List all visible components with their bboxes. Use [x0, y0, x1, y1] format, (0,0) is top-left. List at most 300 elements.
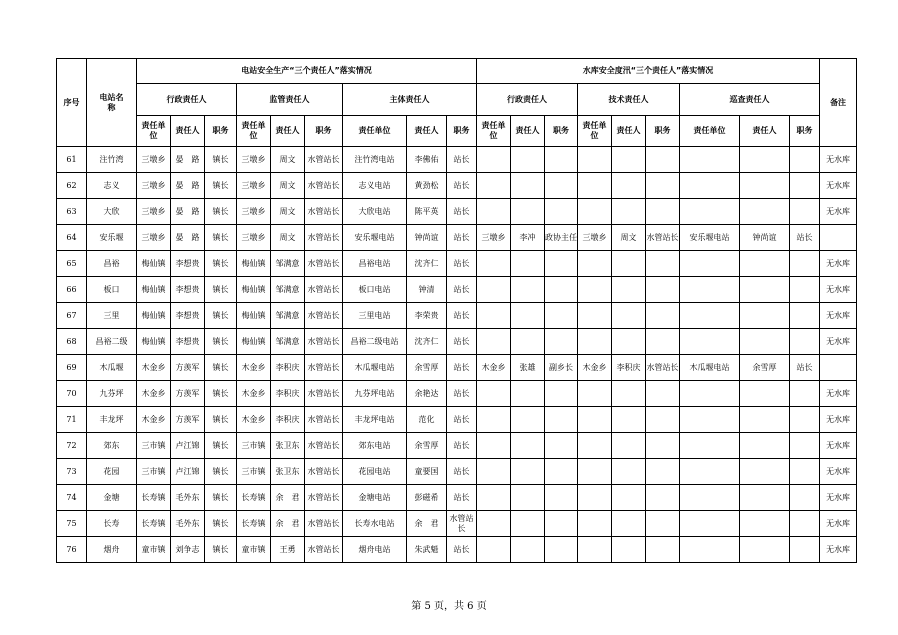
reservoir-patrol-person — [740, 303, 790, 329]
station-admin-unit: 木金乡 — [137, 355, 171, 381]
column-header-person: 责任人 — [271, 116, 305, 147]
reservoir-admin-position — [545, 277, 578, 303]
reservoir-patrol-person — [740, 459, 790, 485]
remark: 无水库 — [820, 173, 857, 199]
reservoir-patrol-person — [740, 199, 790, 225]
reservoir-admin-person — [511, 511, 545, 537]
header-station-admin: 行政责任人 — [137, 84, 237, 116]
reservoir-patrol-position — [790, 173, 820, 199]
reservoir-patrol-position — [790, 485, 820, 511]
reservoir-patrol-position — [790, 277, 820, 303]
reservoir-admin-position — [545, 459, 578, 485]
reservoir-tech-person — [612, 303, 646, 329]
table-row — [57, 251, 857, 277]
row-number: 76 — [57, 537, 87, 563]
row-number: 71 — [57, 407, 87, 433]
station-main-person: 余雪厚 — [407, 355, 447, 381]
reservoir-admin-person — [511, 199, 545, 225]
station-admin-unit: 梅仙镇 — [137, 329, 171, 355]
station-admin-person: 李想贵 — [171, 303, 205, 329]
reservoir-admin-unit — [477, 277, 511, 303]
reservoir-tech-person — [612, 433, 646, 459]
station-supervise-unit: 三墩乡 — [237, 225, 271, 251]
reservoir-patrol-unit — [680, 381, 740, 407]
reservoir-admin-position — [545, 485, 578, 511]
station-admin-person: 李想贵 — [171, 251, 205, 277]
station-main-person: 黄劲松 — [407, 173, 447, 199]
station-supervise-position: 水管站长 — [305, 277, 343, 303]
station-main-person: 沈齐仁 — [407, 251, 447, 277]
column-header-position: 职务 — [305, 116, 343, 147]
reservoir-admin-position — [545, 433, 578, 459]
station-admin-position: 镇长 — [205, 173, 237, 199]
station-supervise-position: 水管站长 — [305, 147, 343, 173]
row-number: 70 — [57, 381, 87, 407]
reservoir-admin-unit — [477, 303, 511, 329]
station-main-position: 站长 — [447, 381, 477, 407]
column-header-row — [57, 116, 857, 147]
reservoir-admin-person — [511, 459, 545, 485]
station-main-unit: 郊东电站 — [343, 433, 407, 459]
reservoir-admin-unit — [477, 329, 511, 355]
station-main-position: 站长 — [447, 433, 477, 459]
reservoir-tech-unit — [578, 277, 612, 303]
reservoir-tech-unit: 三墩乡 — [578, 225, 612, 251]
table-row — [57, 199, 857, 225]
column-header-person: 责任人 — [171, 116, 205, 147]
column-header-position: 职务 — [646, 116, 680, 147]
reservoir-patrol-position — [790, 459, 820, 485]
page-number: 第 5 页，共 6 页 — [411, 601, 487, 612]
reservoir-patrol-position — [790, 303, 820, 329]
station-admin-person: 毛外东 — [171, 511, 205, 537]
reservoir-patrol-person — [740, 537, 790, 563]
reservoir-tech-position — [646, 277, 680, 303]
table-row — [57, 485, 857, 511]
reservoir-patrol-position — [790, 251, 820, 277]
reservoir-tech-position: 水管站长 — [646, 355, 680, 381]
reservoir-admin-unit: 木金乡 — [477, 355, 511, 381]
station-main-person: 钟尚谊 — [407, 225, 447, 251]
remark: 无水库 — [820, 381, 857, 407]
table-header — [57, 59, 857, 147]
station-admin-person: 晏 路 — [171, 225, 205, 251]
station-main-position: 站长 — [447, 459, 477, 485]
station-admin-person: 毛外东 — [171, 485, 205, 511]
header-seq: 序号 — [57, 59, 87, 147]
station-admin-position: 镇长 — [205, 277, 237, 303]
reservoir-tech-position — [646, 251, 680, 277]
reservoir-admin-position — [545, 303, 578, 329]
reservoir-admin-position: 副乡长 — [545, 355, 578, 381]
station-main-position: 站长 — [447, 251, 477, 277]
station-admin-position: 镇长 — [205, 199, 237, 225]
row-number: 74 — [57, 485, 87, 511]
reservoir-tech-position — [646, 511, 680, 537]
header-reservoir-admin: 行政责任人 — [477, 84, 578, 116]
station-main-position: 站长 — [447, 199, 477, 225]
station-supervise-position: 水管站长 — [305, 433, 343, 459]
station-supervise-position: 水管站长 — [305, 251, 343, 277]
remark: 无水库 — [820, 407, 857, 433]
station-name: 板口 — [87, 277, 137, 303]
reservoir-admin-unit — [477, 199, 511, 225]
station-supervise-position: 水管站长 — [305, 173, 343, 199]
reservoir-tech-position — [646, 459, 680, 485]
reservoir-patrol-unit — [680, 407, 740, 433]
reservoir-admin-person — [511, 433, 545, 459]
station-name: 昌裕二级 — [87, 329, 137, 355]
station-main-unit: 志义电站 — [343, 173, 407, 199]
column-header-position: 职务 — [447, 116, 477, 147]
station-supervise-person: 余 君 — [271, 485, 305, 511]
reservoir-patrol-person — [740, 251, 790, 277]
table-row — [57, 173, 857, 199]
reservoir-tech-person — [612, 459, 646, 485]
station-main-position: 站长 — [447, 537, 477, 563]
reservoir-tech-position — [646, 485, 680, 511]
table-row — [57, 433, 857, 459]
station-supervise-position: 水管站长 — [305, 303, 343, 329]
reservoir-tech-unit — [578, 147, 612, 173]
station-main-person: 童要国 — [407, 459, 447, 485]
remark: 无水库 — [820, 199, 857, 225]
station-admin-unit: 木金乡 — [137, 407, 171, 433]
reservoir-patrol-person: 余雪厚 — [740, 355, 790, 381]
reservoir-admin-person — [511, 147, 545, 173]
header-reservoir-patrol: 巡查责任人 — [680, 84, 820, 116]
station-main-unit: 大欣电站 — [343, 199, 407, 225]
reservoir-tech-position: 水管站长 — [646, 225, 680, 251]
station-name: 九芬坪 — [87, 381, 137, 407]
reservoir-admin-unit — [477, 173, 511, 199]
header-remark: 备注 — [820, 59, 857, 147]
station-supervise-position: 水管站长 — [305, 355, 343, 381]
station-supervise-person: 余 君 — [271, 511, 305, 537]
station-name: 郊东 — [87, 433, 137, 459]
reservoir-patrol-position — [790, 433, 820, 459]
station-supervise-unit: 木金乡 — [237, 355, 271, 381]
station-supervise-person: 邹满意 — [271, 303, 305, 329]
table-row — [57, 407, 857, 433]
station-admin-person: 晏 路 — [171, 173, 205, 199]
reservoir-patrol-person — [740, 329, 790, 355]
reservoir-tech-person — [612, 277, 646, 303]
reservoir-tech-person — [612, 511, 646, 537]
station-main-position: 站长 — [447, 225, 477, 251]
reservoir-admin-person — [511, 537, 545, 563]
station-admin-position: 镇长 — [205, 537, 237, 563]
station-supervise-position: 水管站长 — [305, 485, 343, 511]
station-supervise-unit: 三市镇 — [237, 459, 271, 485]
station-supervise-unit: 梅仙镇 — [237, 329, 271, 355]
reservoir-admin-unit — [477, 485, 511, 511]
station-admin-position: 镇长 — [205, 407, 237, 433]
station-name: 昌裕 — [87, 251, 137, 277]
reservoir-admin-position — [545, 329, 578, 355]
station-admin-unit: 三市镇 — [137, 433, 171, 459]
reservoir-admin-person — [511, 277, 545, 303]
reservoir-tech-position — [646, 329, 680, 355]
header-station-group: 电站安全生产“三个责任人”落实情况 — [137, 59, 477, 84]
table-row — [57, 329, 857, 355]
reservoir-tech-person — [612, 147, 646, 173]
station-name: 志义 — [87, 173, 137, 199]
table-row — [57, 355, 857, 381]
reservoir-patrol-person — [740, 433, 790, 459]
station-supervise-person: 邹满意 — [271, 251, 305, 277]
reservoir-admin-person — [511, 251, 545, 277]
reservoir-patrol-position: 站长 — [790, 355, 820, 381]
reservoir-admin-unit — [477, 537, 511, 563]
remark: 无水库 — [820, 485, 857, 511]
column-header-unit: 责任单位 — [137, 116, 171, 147]
reservoir-tech-position — [646, 303, 680, 329]
reservoir-tech-unit — [578, 303, 612, 329]
reservoir-tech-unit — [578, 381, 612, 407]
column-header-person: 责任人 — [740, 116, 790, 147]
column-header-position: 职务 — [790, 116, 820, 147]
station-main-unit: 木瓜堰电站 — [343, 355, 407, 381]
reservoir-tech-unit — [578, 199, 612, 225]
station-supervise-unit: 长寿镇 — [237, 511, 271, 537]
station-name: 大欣 — [87, 199, 137, 225]
station-supervise-position: 水管站长 — [305, 511, 343, 537]
reservoir-admin-person — [511, 173, 545, 199]
reservoir-tech-unit — [578, 251, 612, 277]
station-admin-person: 晏 路 — [171, 199, 205, 225]
remark: 无水库 — [820, 251, 857, 277]
reservoir-patrol-unit — [680, 485, 740, 511]
column-header-unit: 责任单位 — [237, 116, 271, 147]
row-number: 64 — [57, 225, 87, 251]
reservoir-admin-person — [511, 485, 545, 511]
station-supervise-person: 张卫东 — [271, 433, 305, 459]
station-main-person: 沈齐仁 — [407, 329, 447, 355]
remark — [820, 355, 857, 381]
row-number: 69 — [57, 355, 87, 381]
station-admin-person: 晏 路 — [171, 147, 205, 173]
reservoir-tech-person — [612, 199, 646, 225]
station-supervise-unit: 木金乡 — [237, 407, 271, 433]
reservoir-admin-position — [545, 173, 578, 199]
reservoir-patrol-person — [740, 407, 790, 433]
reservoir-admin-position — [545, 381, 578, 407]
reservoir-admin-unit — [477, 407, 511, 433]
station-main-position: 站长 — [447, 277, 477, 303]
station-main-unit: 昌裕二级电站 — [343, 329, 407, 355]
reservoir-admin-position — [545, 199, 578, 225]
station-name: 安乐堰 — [87, 225, 137, 251]
station-admin-person: 卢江锦 — [171, 433, 205, 459]
station-main-unit: 注竹湾电站 — [343, 147, 407, 173]
row-number: 68 — [57, 329, 87, 355]
column-header-person: 责任人 — [511, 116, 545, 147]
reservoir-tech-position — [646, 381, 680, 407]
station-supervise-unit: 三墩乡 — [237, 199, 271, 225]
station-main-person: 余雪厚 — [407, 433, 447, 459]
table-row — [57, 303, 857, 329]
reservoir-patrol-person — [740, 381, 790, 407]
reservoir-patrol-unit — [680, 147, 740, 173]
station-supervise-unit: 梅仙镇 — [237, 277, 271, 303]
station-main-unit: 板口电站 — [343, 277, 407, 303]
station-main-unit: 九芬坪电站 — [343, 381, 407, 407]
station-admin-person: 方羡军 — [171, 355, 205, 381]
reservoir-admin-unit — [477, 251, 511, 277]
reservoir-tech-unit — [578, 511, 612, 537]
row-number: 62 — [57, 173, 87, 199]
reservoir-tech-unit — [578, 173, 612, 199]
remark: 无水库 — [820, 433, 857, 459]
reservoir-tech-person — [612, 251, 646, 277]
station-supervise-person: 周文 — [271, 173, 305, 199]
reservoir-patrol-person — [740, 511, 790, 537]
station-supervise-unit: 梅仙镇 — [237, 251, 271, 277]
station-main-position: 站长 — [447, 173, 477, 199]
reservoir-tech-person: 李积庆 — [612, 355, 646, 381]
station-main-position: 站长 — [447, 355, 477, 381]
station-admin-unit: 三墩乡 — [137, 225, 171, 251]
station-main-unit: 长寿水电站 — [343, 511, 407, 537]
remark: 无水库 — [820, 511, 857, 537]
station-admin-unit: 梅仙镇 — [137, 251, 171, 277]
table-row — [57, 277, 857, 303]
station-main-unit: 金塘电站 — [343, 485, 407, 511]
station-main-person: 彭磁希 — [407, 485, 447, 511]
reservoir-admin-person — [511, 303, 545, 329]
station-admin-unit: 三墩乡 — [137, 199, 171, 225]
station-admin-position: 镇长 — [205, 329, 237, 355]
reservoir-admin-person: 李冲 — [511, 225, 545, 251]
reservoir-admin-position — [545, 147, 578, 173]
remark: 无水库 — [820, 459, 857, 485]
reservoir-patrol-unit — [680, 199, 740, 225]
reservoir-patrol-position — [790, 329, 820, 355]
station-supervise-unit: 三市镇 — [237, 433, 271, 459]
reservoir-admin-position — [545, 511, 578, 537]
reservoir-patrol-person: 钟尚谊 — [740, 225, 790, 251]
station-supervise-position: 水管站长 — [305, 537, 343, 563]
reservoir-admin-unit — [477, 511, 511, 537]
reservoir-tech-person — [612, 381, 646, 407]
reservoir-admin-unit: 三墩乡 — [477, 225, 511, 251]
station-admin-person: 刘争志 — [171, 537, 205, 563]
remark: 无水库 — [820, 147, 857, 173]
station-main-unit: 丰龙坪电站 — [343, 407, 407, 433]
table-row — [57, 381, 857, 407]
reservoir-patrol-unit — [680, 303, 740, 329]
column-header-position: 职务 — [205, 116, 237, 147]
station-main-unit: 三里电站 — [343, 303, 407, 329]
station-main-position: 站长 — [447, 303, 477, 329]
station-main-person: 余艳达 — [407, 381, 447, 407]
reservoir-admin-unit — [477, 147, 511, 173]
reservoir-admin-person: 张雄 — [511, 355, 545, 381]
table-row — [57, 537, 857, 563]
reservoir-admin-position — [545, 537, 578, 563]
row-number: 75 — [57, 511, 87, 537]
reservoir-patrol-position — [790, 511, 820, 537]
station-admin-position: 镇长 — [205, 459, 237, 485]
station-main-position: 水管站长 — [447, 511, 477, 537]
table-row — [57, 147, 857, 173]
reservoir-tech-unit — [578, 407, 612, 433]
reservoir-tech-person — [612, 537, 646, 563]
row-number: 67 — [57, 303, 87, 329]
row-number: 63 — [57, 199, 87, 225]
reservoir-tech-unit — [578, 329, 612, 355]
table-row — [57, 459, 857, 485]
reservoir-tech-position — [646, 433, 680, 459]
reservoir-tech-person: 周文 — [612, 225, 646, 251]
reservoir-patrol-unit: 安乐堰电站 — [680, 225, 740, 251]
reservoir-tech-position — [646, 173, 680, 199]
station-admin-position: 镇长 — [205, 355, 237, 381]
reservoir-admin-position: 政协主任 — [545, 225, 578, 251]
reservoir-tech-unit — [578, 459, 612, 485]
reservoir-admin-person — [511, 381, 545, 407]
table-body — [57, 147, 857, 563]
station-name: 长寿 — [87, 511, 137, 537]
reservoir-tech-person — [612, 407, 646, 433]
header-station-main: 主体责任人 — [343, 84, 477, 116]
station-supervise-person: 邹满意 — [271, 277, 305, 303]
station-main-person: 朱武魁 — [407, 537, 447, 563]
station-supervise-unit: 三墩乡 — [237, 147, 271, 173]
station-supervise-position: 水管站长 — [305, 329, 343, 355]
table-row — [57, 225, 857, 251]
station-main-unit: 花园电站 — [343, 459, 407, 485]
station-admin-unit: 童市镇 — [137, 537, 171, 563]
column-header-person: 责任人 — [612, 116, 646, 147]
station-admin-person: 李想贵 — [171, 329, 205, 355]
station-supervise-person: 王勇 — [271, 537, 305, 563]
station-supervise-position: 水管站长 — [305, 407, 343, 433]
station-admin-unit: 三墩乡 — [137, 173, 171, 199]
station-supervise-position: 水管站长 — [305, 225, 343, 251]
reservoir-tech-position — [646, 147, 680, 173]
remark: 无水库 — [820, 537, 857, 563]
column-header-unit: 责任单位 — [578, 116, 612, 147]
remark: 无水库 — [820, 329, 857, 355]
header-reservoir-group: 水库安全度汛“三个责任人”落实情况 — [477, 59, 820, 84]
header-station-name: 电站名称 — [87, 59, 137, 147]
column-header-unit: 责任单位 — [477, 116, 511, 147]
station-supervise-person: 李积庆 — [271, 355, 305, 381]
station-supervise-person: 李积庆 — [271, 407, 305, 433]
row-number: 72 — [57, 433, 87, 459]
reservoir-patrol-position — [790, 537, 820, 563]
station-main-person: 范化 — [407, 407, 447, 433]
row-number: 65 — [57, 251, 87, 277]
station-admin-person: 方羡军 — [171, 407, 205, 433]
reservoir-patrol-unit — [680, 511, 740, 537]
station-main-position: 站长 — [447, 407, 477, 433]
station-supervise-position: 水管站长 — [305, 199, 343, 225]
reservoir-admin-position — [545, 407, 578, 433]
reservoir-tech-unit — [578, 485, 612, 511]
reservoir-tech-position — [646, 537, 680, 563]
remark: 无水库 — [820, 303, 857, 329]
remark: 无水库 — [820, 277, 857, 303]
reservoir-admin-unit — [477, 433, 511, 459]
table-row — [57, 511, 857, 537]
station-admin-position: 镇长 — [205, 251, 237, 277]
station-name: 三里 — [87, 303, 137, 329]
station-main-position: 站长 — [447, 329, 477, 355]
station-admin-person: 李想贵 — [171, 277, 205, 303]
